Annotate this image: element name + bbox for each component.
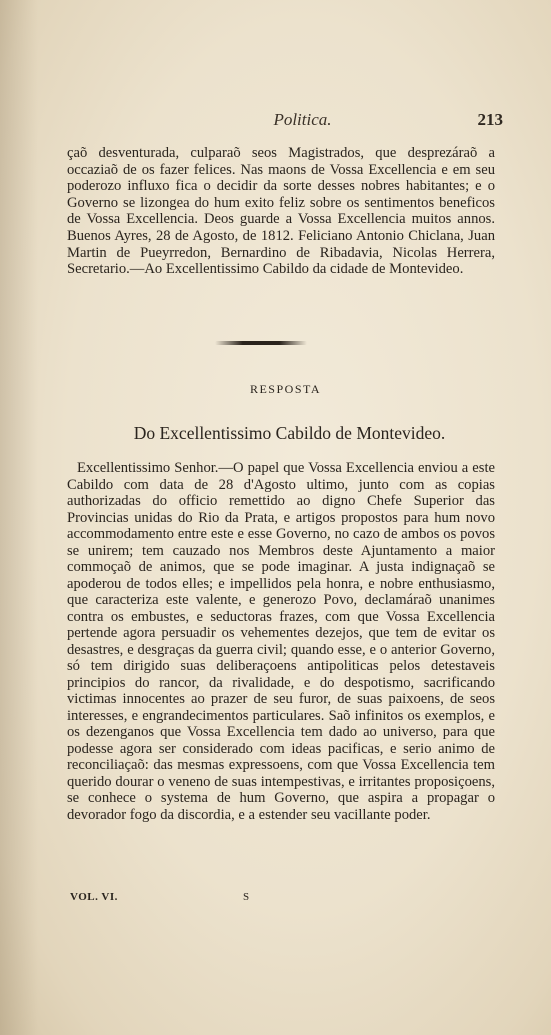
body-paragraph-main — [67, 460, 495, 823]
section-label: RESPOSTA — [249, 382, 322, 396]
volume-mark: VOL. VI. — [70, 891, 118, 903]
page-header — [60, 110, 515, 134]
paragraph-text: çaõ desventurada, culparaõ seos Magistrados, que desprezáraõ a occaziaõ de os fazer felices. Nas maons de Vossa Excellencia e em seu poderozo influxo fica o decidir da sorte desses nobres habitantes; e o Governo se lizongea do hum exito feliz sobre os sentimentos beneficos de Vossa Excellencia. Deos guarde a Vossa Excellencia muitos annos. Buenos Ayres, 28 de Agosto, de 1812. Feliciano Antonio Chiclana, Juan Martin de Pueyrredon, Bernardino de Ribadavia, Nicolas Herrera, Secretario.—Ao Excellentissimo Cabildo da cidade de Montevideo. — [67, 145, 495, 278]
section-subtitle: Do Excellentissimo Cabildo de Montevideo. — [133, 423, 446, 443]
section-divider — [215, 341, 307, 345]
page-number: 213 — [477, 110, 503, 129]
body-paragraph-top — [67, 145, 495, 278]
signature-mark: S — [243, 891, 250, 903]
running-head: Politica. — [273, 110, 332, 129]
paragraph-text: Excellentissimo Senhor.—O papel que Vossa Excellencia enviou a este Cabildo com data de 28 d'Agosto ultimo, junto com as copias authorizadas do officio remettido ao digno Chefe Superior das Provincias unidas do Rio da Prata, e artigos propostos para hum novo accommodamento entre este e esse Governo, no cazo de ambos os povos se unirem; tem cauzado nos Membros deste Ajuntamento a maior commoçaõ de animos, que se pode imaginar. A justa indignaçaõ se apoderou de todos elles; e impellidos pela honra, e nobre enthusiasmo, que caracteriza este valente, e generozo Povo, declamáraõ unanimes contra os embustes, e seductoras frazes, com que Vossa Excellencia pertende agora persuadir os vehementes dezejos, que tem de evitar os desastres, e desgraças da guerra civil; quando esse, e o anterior Governo, só tem dirigido suas deliberaçoens antipoliticas pelos detestaveis principios do rancor, da rivalidade, e do despotismo, sacrificando victimas innocentes ao prazer de seu furor, de suas paixoens, de seos interesses, e engrandecimentos particulares. Saõ infinitos os exemplos, e os dezenganos que Vossa Excellencia tem dado ao universo, para que podesse agora ser considerado com ideas pacificas, e serio animo de reconciliaçaõ: das mesmas expressoens, com que Vossa Excellencia tem querido dourar o veneno de suas intempestivas, e irritantes proposiçoens, se conhece o systema de hum Governo, que aspira a propagar o devorador fogo da discordia, e a estender seu vacillante poder. — [67, 460, 495, 823]
page-footer — [70, 891, 490, 907]
